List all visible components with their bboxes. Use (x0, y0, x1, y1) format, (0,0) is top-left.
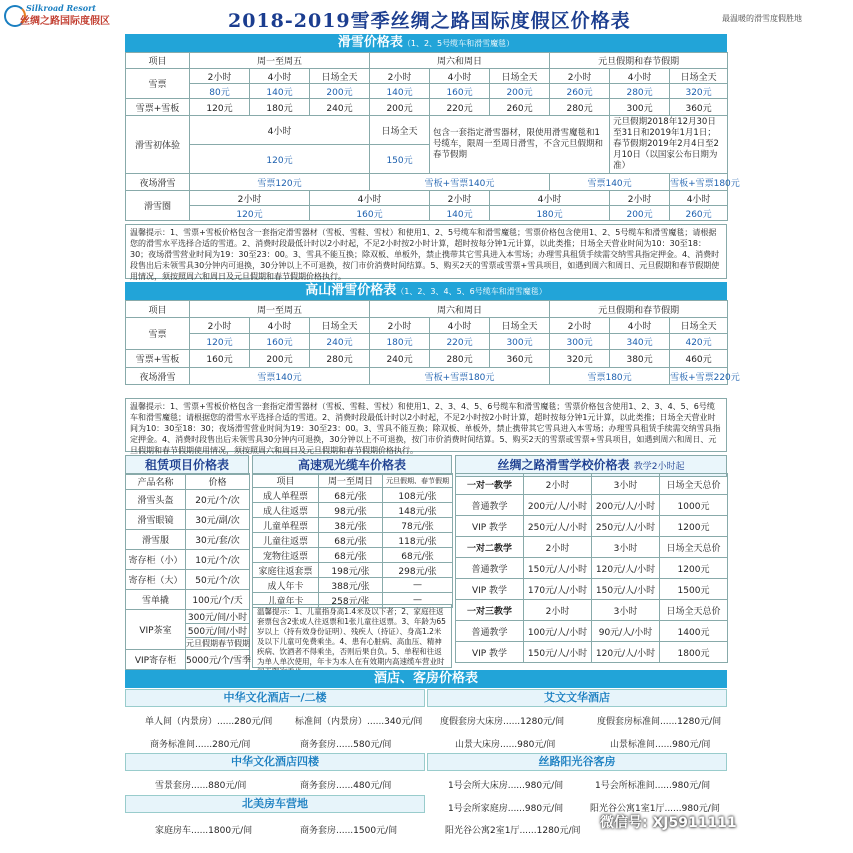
hotel-zhonghua-4: 中华文化酒店四楼 (125, 753, 425, 771)
price-cell: 5000元/个/雪季 (186, 650, 250, 670)
hotel-aiwen: 艾文文华酒店 (427, 689, 727, 707)
duration-label: 日场全天 (670, 318, 728, 334)
col-price: 价格 (186, 474, 250, 490)
price-cell: — (383, 593, 453, 608)
price-cell: 250元/人/小时 (524, 516, 592, 537)
price-cell: 298元/张 (383, 563, 453, 578)
duration-label: 2小时 (524, 474, 592, 495)
price-cell: 1800元 (660, 642, 728, 663)
price-cell: 雪票120元 (190, 174, 370, 191)
col-weekday: 周一至周日 (319, 474, 383, 488)
wechat-watermark: 微信号: XJ5911111 (600, 815, 737, 831)
price-cell: 雪票140元 (190, 368, 370, 385)
duration-label: 3小时 (592, 537, 660, 558)
duration-label: 4小时 (190, 116, 370, 145)
price-cell: 160元 (190, 350, 250, 368)
price-cell: 雪票140元 (550, 174, 670, 191)
price-cell: 80元 (190, 84, 250, 99)
col-weekend: 周六和周日 (370, 301, 550, 318)
cable-tip: 温馨提示：1、儿童指身高1.4米及以下者；2、家庭往返套票包含2张成人往返票和1张儿童往返票。3、年龄为65岁以上（持有效身份证明）、残疾人（持证）、身高1.2米及以下儿童可免费乘坐。4、患有心脏病、高血压、精神疾病、饮酒者不得乘坐，否则后果自负。5、单程和往返为单人单次使用，年卡为本人在有效期内高速缆车营业时 (252, 604, 452, 668)
price-cell: 500元/间/小时 (186, 624, 250, 638)
duration-label: 4小时 (490, 191, 610, 206)
duration-label: 日场全天总价 (660, 600, 728, 621)
col-holiday: 元旦假期、春节假期 (383, 474, 453, 488)
price-cell: 120元 (190, 334, 250, 350)
beginner-note: 包含一套指定滑雪器材，限使用滑雪魔毯和1号缆车，限周一至周日滑雪，不含元旦假期和春节假期 (430, 116, 610, 174)
room-price: 1号会所大床房......980元/间 (448, 781, 564, 791)
vip-locker: VIP寄存柜 (126, 650, 186, 670)
price-cell: — (383, 578, 453, 593)
room-price: 标准间（内景房）......340元/间 (295, 717, 423, 727)
alpine-section-title: 高山滑雪价格表 (305, 283, 397, 298)
room-price: 1号会所标准间......980元/间 (595, 781, 711, 791)
lesson-type: VIP 教学 (456, 579, 524, 600)
price-cell: 240元 (310, 334, 370, 350)
ticket-type: 家庭往返套票 (253, 563, 319, 578)
price-cell: 160元 (250, 334, 310, 350)
ticket-type: 成人往返票 (253, 503, 319, 518)
ticket-type: 儿童年卡 (253, 593, 319, 608)
product-name: 雪单撬 (126, 590, 186, 610)
col-weekday: 周一至周五 (190, 53, 370, 69)
col-project: 项目 (126, 301, 190, 318)
school-note: 教学2小时起 (633, 462, 685, 472)
resort-logo (4, 3, 124, 29)
price-cell: 100元/个/天 (186, 590, 250, 610)
school-table (455, 473, 728, 663)
row-night: 夜场滑雪 (126, 174, 190, 191)
price-cell: 140元 (430, 206, 490, 221)
lesson-type: 普通教学 (456, 558, 524, 579)
room-price: 家庭房车......1800元/间 (155, 826, 253, 836)
duration-label: 2小时 (430, 191, 490, 206)
duration-label: 2小时 (550, 69, 610, 84)
price-cell: 380元 (610, 350, 670, 368)
ski-section-note: （1、2、5号缆车和滑雪魔毯） (402, 39, 515, 48)
price-cell: 68元/张 (319, 488, 383, 503)
price-cell: 180元 (490, 206, 610, 221)
price-cell: 120元/人/小时 (592, 558, 660, 579)
price-cell: 420元 (670, 334, 728, 350)
price-cell: 1000元 (660, 495, 728, 516)
product-name: 滑雪头盔 (126, 490, 186, 510)
duration-label: 日场全天 (310, 318, 370, 334)
price-cell: 150元/人/小时 (524, 558, 592, 579)
room-price: 阳光谷公寓1室1厅......980元/间 (590, 804, 720, 814)
price-cell: 300元 (490, 334, 550, 350)
rental-header: 租赁项目价格表 (125, 455, 249, 475)
price-cell: 雪板+雪票220元 (670, 368, 728, 385)
ticket-type: 儿童往返票 (253, 533, 319, 548)
price-cell: 258元/张 (319, 593, 383, 608)
page-title: 2018-2019雪季丝绸之路国际度假区价格表 (228, 10, 631, 32)
room-price: 商务套房......1500元/间 (300, 826, 398, 836)
row-ticket-board: 雪票+雪板 (126, 99, 190, 116)
room-price: 1号会所家庭房......980元/间 (448, 804, 564, 814)
room-price: 商务套房......580元/间 (300, 740, 392, 750)
row-ticket: 雪票 (126, 69, 190, 99)
room-price: 商务套房......480元/间 (300, 781, 392, 791)
rental-table (125, 473, 250, 670)
duration-label: 日场全天 (490, 69, 550, 84)
room-price: 山景标准间......980元/间 (610, 740, 711, 750)
duration-label: 3小时 (592, 600, 660, 621)
duration-label: 日场全天 (370, 116, 430, 145)
room-price: 山景大床房......980元/间 (455, 740, 556, 750)
duration-label: 日场全天总价 (660, 537, 728, 558)
price-cell: 30元/套/次 (186, 530, 250, 550)
holiday-label: 元旦假期春节假期 (186, 639, 250, 648)
slogan: 最温暖的滑雪度假胜地 (722, 14, 802, 23)
price-cell: 1200元 (660, 558, 728, 579)
price-cell: 100元/人/小时 (524, 621, 592, 642)
hotel-section-header: 酒店、客房价格表 (125, 670, 727, 688)
ticket-type: 成人年卡 (253, 578, 319, 593)
price-cell: 90元/人/小时 (592, 621, 660, 642)
price-cell: 148元/张 (383, 503, 453, 518)
duration-label: 日场全天 (670, 69, 728, 84)
price-cell: 50元/个/次 (186, 570, 250, 590)
alpine-price-table (125, 300, 740, 385)
price-cell: 340元 (610, 334, 670, 350)
row-snow-tube: 滑雪圈 (126, 191, 190, 221)
price-cell: 300元/间/小时 (186, 610, 250, 624)
logo-english: Silkroad Resort (26, 3, 96, 13)
cable-header: 高速观光缆车价格表 (252, 455, 452, 475)
price-cell: 170元/人/小时 (524, 579, 592, 600)
hotel-zhonghua-1-2: 中华文化酒店一/二楼 (125, 689, 425, 707)
price-cell: 200元 (370, 99, 430, 116)
hotel-rv-camp: 北美房车营地 (125, 795, 425, 813)
price-cell: 180元 (250, 99, 310, 116)
price-cell: 200元 (610, 206, 670, 221)
duration-label: 2小时 (524, 600, 592, 621)
duration-label: 日场全天总价 (660, 474, 728, 495)
product-name: 寄存柜（大） (126, 570, 186, 590)
price-cell: 38元/张 (319, 518, 383, 533)
room-price: 商务标准间......280元/间 (150, 740, 251, 750)
price-cell: 160元 (430, 84, 490, 99)
duration-label: 4小时 (430, 318, 490, 334)
duration-label: 4小时 (610, 69, 670, 84)
ski-price-table (125, 52, 740, 221)
col-holiday: 元旦假期和春节假期 (550, 301, 728, 318)
logo-chinese: 丝绸之路国际度假区 (20, 16, 110, 27)
duration-label: 日场全天 (490, 318, 550, 334)
price-cell: 280元 (550, 99, 610, 116)
col-weekend: 周六和周日 (370, 53, 550, 69)
duration-label: 4小时 (250, 318, 310, 334)
col-weekday: 周一至周五 (190, 301, 370, 318)
price-cell: 280元 (430, 350, 490, 368)
group-one-on-two: 一对二教学 (456, 537, 524, 558)
duration-label: 2小时 (190, 318, 250, 334)
price-cell: 雪票180元 (550, 368, 670, 385)
price-cell: 280元 (610, 84, 670, 99)
holiday-note: 元旦假期2018年12月30日至31日和2019年1月1日；春节假期2019年2月4日至2月10日（以国家公布日期为准） (610, 116, 728, 174)
price-cell: 68元/张 (319, 548, 383, 563)
price-cell: 140元 (250, 84, 310, 99)
price-cell: 320元 (670, 84, 728, 99)
duration-label: 4小时 (250, 69, 310, 84)
price-cell: 150元 (370, 145, 430, 174)
price-cell: 雪板+雪票180元 (370, 368, 550, 385)
duration-label: 日场全天 (310, 69, 370, 84)
cable-table (252, 473, 453, 608)
ski-tip: 温馨提示：1、雪票+雪板价格包含一套指定滑雪器材（雪板、雪鞋、雪杖）和使用1、2、5号缆车和滑雪魔毯；雪票价格包含使用1、2、5号缆车和滑雪魔毯；请根据您的滑雪水平选择合适的雪道。2、消费时段最低计时以2小时起，不足2小时按2小时计算，超时按每分钟1元计算，以此类推；日场全天营业时间为10：30至18：30；夜场滑雪营业时间为19：30至23：00。3、雪具不能互换；除双板、单板外，禁止携带其它雪具进入本雪场；办理雪具租赁手续需交纳雪具指定押金。4、消费时段售出后未领雪具30分钟内可退换，30分钟以上不可退换，按门市价消费时间结算。5、购买2天的雪票或雪票+雪具项目，如遇到周六和周日、元旦假期和春节假期使用情况，须按照周六和周日及元旦假期和春节假期价格执行。 (125, 224, 727, 279)
price-cell: 10元/个/次 (186, 550, 250, 570)
price-cell: 68元/张 (383, 548, 453, 563)
duration-label: 2小时 (370, 69, 430, 84)
price-cell: 180元 (370, 334, 430, 350)
price-cell: 200元 (490, 84, 550, 99)
duration-label: 2小时 (190, 69, 250, 84)
price-cell: 388元/张 (319, 578, 383, 593)
price-cell: 240元 (370, 350, 430, 368)
price-cell: 118元/张 (383, 533, 453, 548)
product-name: 滑雪眼镜 (126, 510, 186, 530)
price-cell: 120元 (190, 206, 310, 221)
price-cell: 200元/人/小时 (524, 495, 592, 516)
duration-label: 2小时 (190, 191, 310, 206)
ski-section-title: 滑雪价格表 (337, 35, 403, 50)
price-cell: 200元/人/小时 (592, 495, 660, 516)
col-project: 项目 (126, 53, 190, 69)
group-one-on-three: 一对三教学 (456, 600, 524, 621)
ski-section-header (125, 34, 727, 53)
price-cell: 150元/人/小时 (524, 642, 592, 663)
lesson-type: VIP 教学 (456, 516, 524, 537)
col-holiday: 元旦假期和春节假期 (550, 53, 728, 69)
product-name: 滑雪服 (126, 530, 186, 550)
price-cell: 250元/人/小时 (592, 516, 660, 537)
duration-label: 2小时 (550, 318, 610, 334)
ticket-type: 儿童单程票 (253, 518, 319, 533)
alpine-section-header (125, 282, 727, 301)
price-cell: 260元 (550, 84, 610, 99)
price-cell: 200元 (250, 350, 310, 368)
alpine-section-note: （1、2、3、4、5、6号缆车和滑雪魔毯） (396, 287, 547, 296)
duration-label: 4小时 (430, 69, 490, 84)
group-one-on-one: 一对一教学 (456, 474, 524, 495)
price-cell: 300元 (550, 334, 610, 350)
row-ticket-board: 雪票+雪板 (126, 350, 190, 368)
lesson-type: VIP 教学 (456, 642, 524, 663)
room-price: 雪景套房......880元/间 (155, 781, 247, 791)
row-beginner: 滑雪初体验 (126, 116, 190, 174)
price-cell: 160元 (310, 206, 430, 221)
price-cell: 雪板+雪票180元 (670, 174, 728, 191)
duration-label: 4小时 (310, 191, 430, 206)
price-cell: 68元/张 (319, 533, 383, 548)
price-cell: 220元 (430, 99, 490, 116)
price-cell: 360元 (490, 350, 550, 368)
vip-tea-room: VIP茶室 (126, 610, 186, 650)
duration-label: 4小时 (610, 318, 670, 334)
lesson-type: 普通教学 (456, 621, 524, 642)
ticket-type: 宠物往返票 (253, 548, 319, 563)
price-cell: 20元/个/次 (186, 490, 250, 510)
price-cell: 1200元 (660, 516, 728, 537)
duration-label: 2小时 (610, 191, 670, 206)
price-cell: 120元 (190, 99, 250, 116)
ticket-type: 成人单程票 (253, 488, 319, 503)
duration-label: 3小时 (592, 474, 660, 495)
price-cell: 30元/副/次 (186, 510, 250, 530)
price-cell: 220元 (430, 334, 490, 350)
price-cell: 260元 (670, 206, 728, 221)
duration-label: 2小时 (524, 537, 592, 558)
price-cell: 雪板+雪票140元 (370, 174, 550, 191)
price-cell: 150元/人/小时 (592, 579, 660, 600)
room-price: 单人间（内景房）......280元/间 (145, 717, 273, 727)
price-cell: 98元/张 (319, 503, 383, 518)
price-cell: 200元 (310, 84, 370, 99)
price-cell: 140元 (370, 84, 430, 99)
room-price: 阳光谷公寓2室1厅......1280元/间 (445, 826, 581, 836)
duration-label: 2小时 (370, 318, 430, 334)
price-cell: 120元 (190, 145, 370, 174)
room-price: 度假套房标准间......1280元/间 (597, 717, 722, 727)
price-cell: 108元/张 (383, 488, 453, 503)
price-cell: 260元 (490, 99, 550, 116)
price-cell: 240元 (310, 99, 370, 116)
col-product: 产品名称 (126, 474, 186, 490)
price-cell: 1400元 (660, 621, 728, 642)
price-cell: 320元 (550, 350, 610, 368)
duration-label: 4小时 (670, 191, 728, 206)
price-cell: 1500元 (660, 579, 728, 600)
school-title: 丝绸之路滑雪学校价格表 (497, 458, 630, 472)
price-cell: 360元 (670, 99, 728, 116)
price-cell: 198元/张 (319, 563, 383, 578)
room-price: 度假套房大床房......1280元/间 (440, 717, 565, 727)
hotel-silk-sun-valley: 丝路阳光谷客房 (427, 753, 727, 771)
price-cell: 280元 (310, 350, 370, 368)
price-cell: 460元 (670, 350, 728, 368)
col-project: 项目 (253, 474, 319, 488)
row-ticket: 雪票 (126, 318, 190, 350)
product-name: 寄存柜（小） (126, 550, 186, 570)
row-night: 夜场滑雪 (126, 368, 190, 385)
price-cell: 78元/张 (383, 518, 453, 533)
price-cell: 120元/人/小时 (592, 642, 660, 663)
alpine-tip: 温馨提示：1、雪票+雪板价格包含一套指定滑雪器材（雪板、雪鞋、雪杖）和使用1、2、3、4、5、6号缆车和滑雪魔毯；雪票价格包含使用1、2、3、4、5、6号缆车和滑雪魔毯；请根据您的滑雪水平选择合适的雪道。2、消费时段最低计时以2小时起，不足2小时按2小时计算，超时按每分钟1元计算，以此类推；日场全天营业时间为10：30至18：30；夜场滑雪营业时间为19：30至23：00。3、雪具不能互换；除双板、单板外，禁止携带其它雪具进入本雪场；办理雪具租赁手续需交纳雪具指定押金。4、消费时段售出后未领雪具30分钟内可退换，30分钟以上不可退换，按门市价消费时间结算。5、购买2天的雪票或雪票+雪具项目，如遇到周六和周日、元旦假期和春节假期使用情况，须按照周六和周日及元旦假期和春节假期价格执行。 (125, 398, 727, 452)
lesson-type: 普通教学 (456, 495, 524, 516)
price-cell: 300元 (610, 99, 670, 116)
